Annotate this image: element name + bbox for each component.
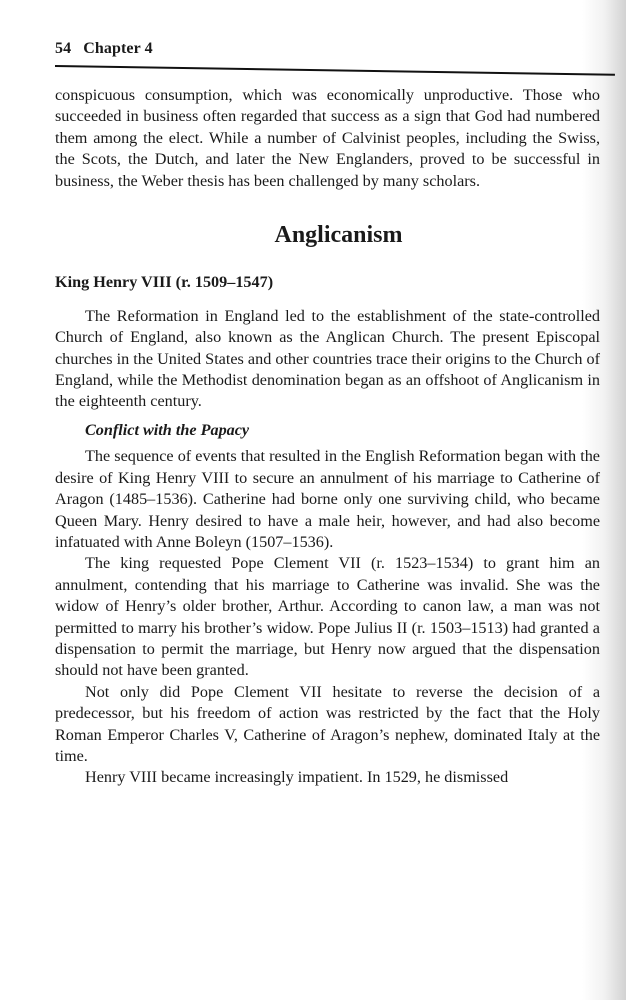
minor-heading: Conflict with the Papacy (85, 420, 250, 439)
section-title: Anglicanism (274, 222, 403, 249)
body-text (55, 85, 600, 789)
header-rule (55, 65, 615, 76)
subsection-title: King Henry VIII (r. 1509–1547) (55, 273, 274, 292)
page-number: 54 (55, 40, 72, 57)
running-header (55, 40, 610, 58)
continued-paragraph: conspicuous consumption, which was economically unproductive. Those who succeeded in business often regarded that success as a sign that God had numbered them among the elect. While a number of Calvinist peoples, including the Swiss, the Scots, the Dutch, and later the New Englanders, proved to be successful in business, the Weber thesis has been challenged by many scholars. (55, 86, 600, 190)
paragraph: Not only did Pope Clement VII hesitate to reverse the decision of a predecessor, but his freedom of action was restricted by the fact that the Holy Roman Emperor Charles V, Catherine of Aragon’s nephew, dominated Italy at the time. (55, 682, 600, 765)
paragraph: The king requested Pope Clement VII (r. 1523–1534) to grant him an annulment, contending that his marriage to Catherine was invalid. She was the widow of Henry’s older brother, Arthur. According to canon law, a man was not permitted to marry his brother’s widow. Pope Julius II (r. 1503–1513) had granted a dispensation to permit the marriage, but Henry now argued that the dispensation should not have been granted. (55, 554, 600, 680)
intro-paragraph: The Reformation in England led to the establishment of the state-controlled Church of England, also known as the Anglican Church. The present Episcopal churches in the United States and other countries trace their origins to the Church of England, while the Methodist denomination began as an offshoot of Anglicanism in the eighteenth century. (55, 306, 600, 411)
paragraph: The sequence of events that resulted in the English Reformation began with the desire of King Henry VIII to secure an annulment of his marriage to Catherine of Aragon (1485–1536). Catherine had borne only one surviving child, who became Queen Mary. Henry desired to have a male heir, however, and had also become infatuated with Anne Boleyn (1507–1536). (55, 447, 600, 551)
chapter-label: Chapter 4 (83, 40, 153, 57)
paragraph: Henry VIII became increasingly impatient. In 1529, he dismissed (85, 768, 509, 787)
